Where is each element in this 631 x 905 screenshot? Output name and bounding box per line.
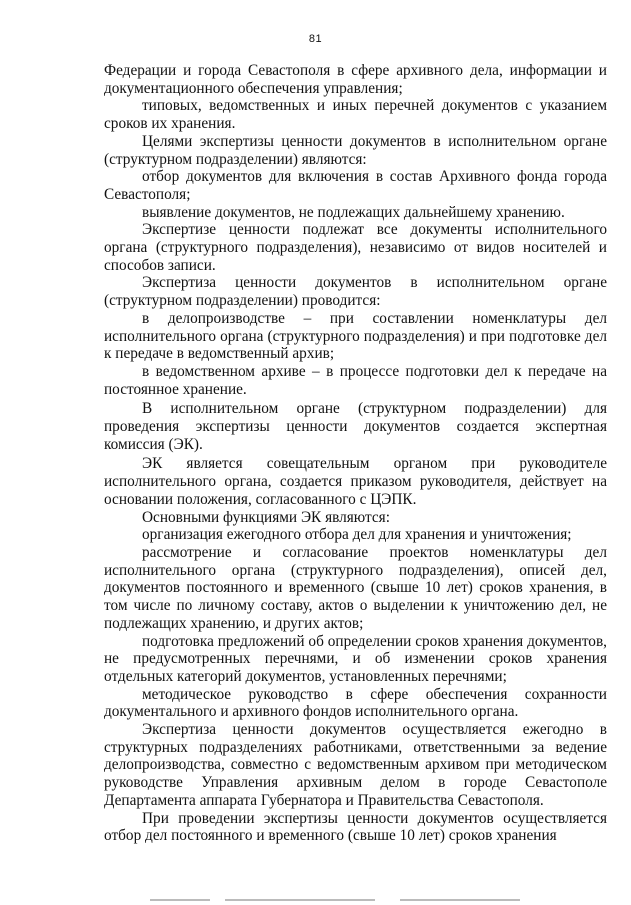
paragraph: организация ежегодного отбора дел для хранения и уничтожения;	[142, 526, 572, 544]
paragraph: Основными функциями ЭК являются:	[142, 508, 390, 526]
paragraph: Целями экспертизы ценности документов в исполнительном органе (структурном подразделении) являются:	[104, 132, 607, 168]
paragraph: подготовка предложений об определении сроков хранения документов, не предусмотренных перечнями, и об изменении сроков хранения отдельных категорий документов, установленных перечнями;	[104, 632, 607, 685]
document-body	[104, 62, 607, 845]
scan-edge-artifact	[0, 896, 631, 905]
paragraph: отбор документов для включения в состав Архивного фонда города Севастополя;	[104, 168, 607, 203]
paragraph: типовых, ведомственных и иных перечней документов с указанием сроков их хранения.	[104, 97, 607, 133]
paragraph: ЭК является совещательным органом при руководителе исполнительного органа, создается приказом руководителя, действует на основании положения, согласованного с ЦЭПК.	[104, 455, 607, 508]
paragraph: в ведомственном архиве – в процессе подготовки дел к передаче на постоянное хранение.	[104, 362, 607, 398]
paragraph: в делопроизводстве – при составлении номенклатуры дел исполнительного органа (структурного подразделения) и при подготовке дел к передаче в ведомственный архив;	[104, 309, 607, 363]
paragraph: методическое руководство в сфере обеспечения сохранности документального и архивного фондов исполнительного органа.	[104, 685, 607, 721]
scan-mark	[225, 899, 375, 901]
paragraph: Федерации и города Севастополя в сфере архивного дела, информации и документационного обеспечения управления;	[104, 62, 607, 97]
scan-mark	[400, 899, 520, 901]
paragraph: выявление документов, не подлежащих дальнейшему хранению.	[142, 203, 565, 221]
page-number: 81	[308, 33, 323, 45]
paragraph: При проведении экспертизы ценности документов осуществляется отбор дел постоянного и временного (свыше 10 лет) сроков хранения	[104, 809, 607, 845]
scan-mark	[150, 899, 210, 901]
paragraph: Экспертизе ценности подлежат все документы исполнительного органа (структурного подразделения), независимо от видов носителей и способов записи.	[104, 221, 607, 274]
paragraph: Экспертиза ценности документов осуществляется ежегодно в структурных подразделениях работниками, ответственными за ведение делопроизводства, совместно с ведомственным архивом при методическом руководстве Управления архивным делом в городе Севастополе Департамента аппарата Губернатора и Правительства Севастополя.	[104, 721, 607, 809]
paragraph: В исполнительном органе (структурном подразделении) для проведения экспертизы ценности документов создается экспертная комиссия (ЭК).	[104, 400, 607, 453]
paragraph: Экспертиза ценности документов в исполнительном органе (структурном подразделении) проводится:	[104, 274, 607, 310]
paragraph: рассмотрение и согласование проектов номенклатуры дел исполнительного органа (структурного подразделения), описей дел, документов постоянного и временного (свыше 10 лет) сроков хранения, в том числе по личному составу, актов о выделении к уничтожению дел, не подлежащих хранению, и других актов;	[104, 543, 607, 632]
